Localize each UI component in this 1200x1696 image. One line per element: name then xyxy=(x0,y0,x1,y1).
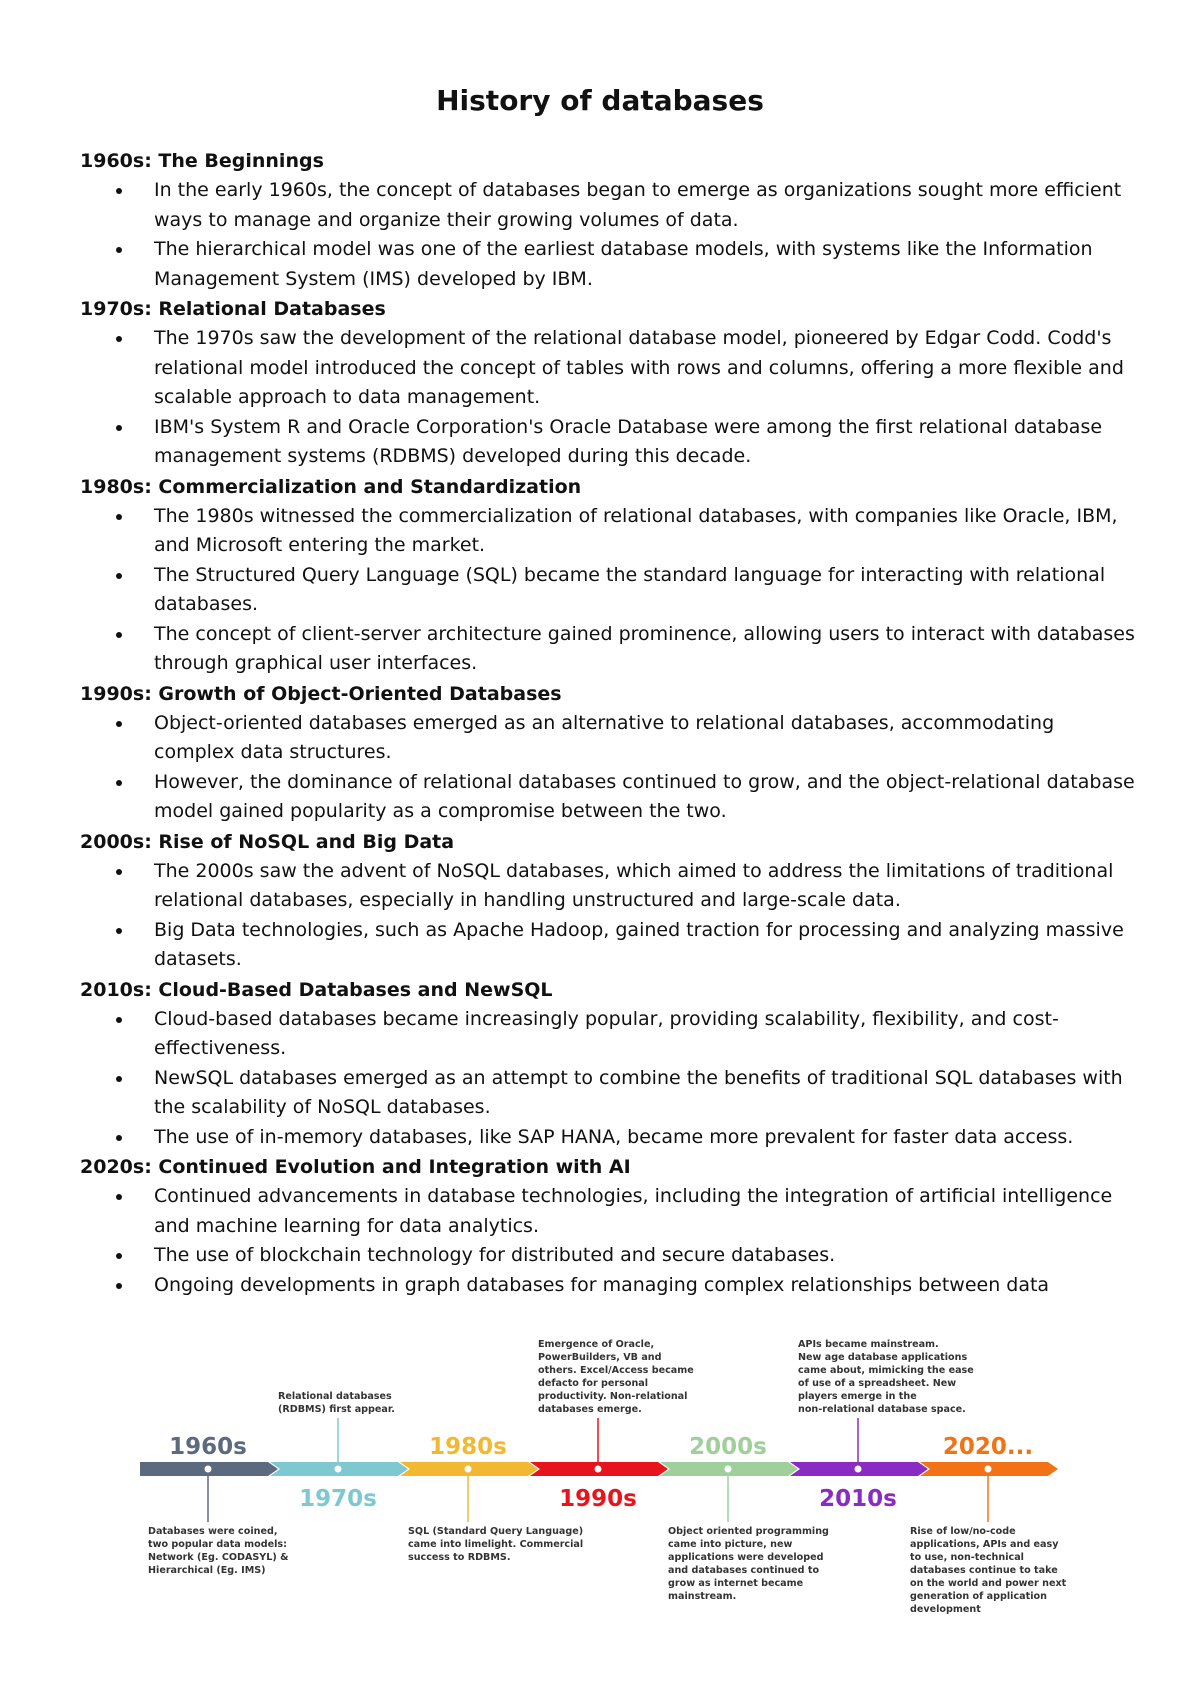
bullet-item xyxy=(80,1241,1140,1271)
bullet-text: Continued advancements in database technologies, including the integration of artificial intelligence and machine learning for data analytics. xyxy=(154,1185,1113,1237)
era-note-line: APIs became mainstream. xyxy=(798,1339,939,1350)
era-note-line: came into limelight. Commercial xyxy=(408,1539,584,1550)
era-note-line: others. Excel/Access became xyxy=(538,1365,694,1376)
era-note-line: came into picture, new xyxy=(668,1539,793,1550)
era-note-line: success to RDBMS. xyxy=(408,1552,511,1563)
era-note-line: SQL (Standard Query Language) xyxy=(408,1526,584,1537)
era-label: 1980s xyxy=(429,1434,507,1460)
bullet-item xyxy=(80,1064,1140,1123)
bullet-item xyxy=(80,857,1140,916)
timeline-marker xyxy=(855,1466,862,1473)
section-heading: 1960s: The Beginnings xyxy=(80,150,324,172)
bullet-item xyxy=(80,235,1140,294)
timeline-marker xyxy=(205,1466,212,1473)
bullet-item xyxy=(80,620,1140,679)
section-heading: 2000s: Rise of NoSQL and Big Data xyxy=(80,830,455,853)
bullet-dot-icon xyxy=(116,573,122,579)
era-note-line: came about, mimicking the ease xyxy=(798,1365,974,1376)
era-label: 1990s xyxy=(559,1486,637,1512)
bullet-list xyxy=(80,709,1140,827)
bullet-list xyxy=(80,857,1140,975)
bullet-item xyxy=(80,1005,1140,1064)
bullet-text: NewSQL databases emerged as an attempt to combine the benefits of traditional SQL databases with the scalability of NoSQL databases. xyxy=(154,1066,1123,1118)
era-note-line: applications were developed xyxy=(668,1552,824,1563)
document-body xyxy=(80,146,1140,1300)
bullet-item xyxy=(80,324,1140,413)
page-title: History of databases xyxy=(436,84,764,117)
timeline-marker xyxy=(335,1466,342,1473)
era-note-line: Relational databases xyxy=(278,1391,392,1402)
bullet-dot-icon xyxy=(116,1135,122,1141)
bullet-text: However, the dominance of relational databases continued to grow, and the object-relational database model gained popularity as a compromise between the two. xyxy=(154,770,1135,822)
timeline-marker xyxy=(985,1466,992,1473)
bullet-text: Object-oriented databases emerged as an alternative to relational databases, accommodating complex data structures. xyxy=(154,711,1055,763)
era-note-line: databases emerge. xyxy=(538,1404,642,1415)
era-note-line: development xyxy=(910,1604,981,1615)
bullet-item xyxy=(80,1123,1140,1153)
era-note-line: Databases were coined, xyxy=(148,1526,278,1537)
bullet-text: In the early 1960s, the concept of databases began to emerge as organizations sought more efficient ways to manage and organize their growing volumes of data. xyxy=(154,179,1122,231)
bullet-item xyxy=(80,176,1140,235)
era-note-line: on the world and power next xyxy=(910,1578,1067,1589)
era-note-line: and databases continued to xyxy=(668,1565,820,1576)
bullet-item xyxy=(80,502,1140,561)
era-note-line: grow as internet became xyxy=(668,1578,804,1589)
bullet-list xyxy=(80,1182,1140,1300)
section-heading: 1990s: Growth of Object-Oriented Databases xyxy=(80,682,562,705)
bullet-text: Ongoing developments in graph databases for managing complex relationships between data xyxy=(154,1273,1050,1296)
timeline-figure xyxy=(140,1328,1070,1628)
bullet-dot-icon xyxy=(116,1017,122,1023)
era-note-line: Object oriented programming xyxy=(668,1526,829,1537)
timeline-marker xyxy=(595,1466,602,1473)
bullet-dot-icon xyxy=(116,632,122,638)
bullet-list xyxy=(80,502,1140,679)
era-note-line: players emerge in the xyxy=(798,1391,917,1402)
bullet-item xyxy=(80,916,1140,975)
bullet-list xyxy=(80,176,1140,294)
bullet-item xyxy=(80,561,1140,620)
era-note-line: databases continue to take xyxy=(910,1565,1058,1576)
era-note-line: Emergence of Oracle, xyxy=(538,1339,655,1350)
era-label: 1970s xyxy=(299,1486,377,1512)
section-heading: 2020s: Continued Evolution and Integration with AI xyxy=(80,1156,631,1178)
bullet-dot-icon xyxy=(116,780,122,786)
bullet-text: The use of in-memory databases, like SAP HANA, became more prevalent for faster data access. xyxy=(154,1125,1074,1148)
database-history-timeline xyxy=(140,1328,1070,1628)
bullet-item xyxy=(80,709,1140,768)
bullet-dot-icon xyxy=(116,1283,122,1289)
bullet-list xyxy=(80,324,1140,472)
bullet-item xyxy=(80,1182,1140,1241)
era-note-line: Rise of low/no-code xyxy=(910,1526,1016,1537)
bullet-dot-icon xyxy=(116,1076,122,1082)
era-label: 2020... xyxy=(942,1434,1034,1460)
bullet-text: Cloud-based databases became increasingly popular, providing scalability, flexibility, and cost-effectiveness. xyxy=(154,1007,1059,1059)
bullet-item xyxy=(80,413,1140,472)
bullet-dot-icon xyxy=(116,188,122,194)
era-label: 1960s xyxy=(169,1434,247,1460)
bullet-text: Big Data technologies, such as Apache Hadoop, gained traction for processing and analyzing massive datasets. xyxy=(154,918,1124,970)
section-heading: 1980s: Commercialization and Standardization xyxy=(80,475,582,498)
era-note-line: Hierarchical (Eg. IMS) xyxy=(148,1565,266,1576)
bullet-dot-icon xyxy=(116,425,122,431)
bullet-text: The use of blockchain technology for distributed and secure databases. xyxy=(154,1244,836,1266)
era-note-line: productivity. Non-relational xyxy=(538,1391,688,1402)
bullet-text: The 1970s saw the development of the relational database model, pioneered by Edgar Codd. Codd's relational model introduced the concept of tables with rows and columns, offering a more flexible and scalable approach to data management. xyxy=(154,327,1124,408)
era-note-line: to use, non-technical xyxy=(910,1552,1024,1563)
era-note-line: Network (Eg. CODASYL) & xyxy=(148,1552,289,1563)
era-note-line: non-relational database space. xyxy=(798,1404,966,1415)
bullet-dot-icon xyxy=(116,1253,122,1259)
bullet-dot-icon xyxy=(116,336,122,342)
bullet-item xyxy=(80,1271,1140,1301)
bullet-dot-icon xyxy=(116,928,122,934)
era-note-line: defacto for personal xyxy=(538,1378,649,1389)
bullet-text: IBM's System R and Oracle Corporation's Oracle Database were among the first relational database management systems (RDBMS) developed during this decade. xyxy=(154,415,1103,467)
section-heading: 2010s: Cloud-Based Databases and NewSQL xyxy=(80,978,553,1001)
bullet-text: The concept of client-server architecture gained prominence, allowing users to interact with databases through graphical user interfaces. xyxy=(154,622,1135,674)
era-note-line: PowerBuilders, VB and xyxy=(538,1352,662,1363)
timeline-marker xyxy=(725,1466,732,1473)
bullet-text: The Structured Query Language (SQL) became the standard language for interacting with relational databases. xyxy=(154,563,1106,615)
era-label: 2010s xyxy=(819,1486,897,1512)
bullet-list xyxy=(80,1005,1140,1153)
bullet-dot-icon xyxy=(116,247,122,253)
bullet-dot-icon xyxy=(116,721,122,727)
era-note-line: New age database applications xyxy=(798,1352,968,1363)
era-note-line: of use of a spreadsheet. New xyxy=(798,1378,957,1389)
bullet-item xyxy=(80,768,1140,827)
era-note-line: mainstream. xyxy=(668,1591,737,1602)
era-label: 2000s xyxy=(689,1434,767,1460)
bullet-dot-icon xyxy=(116,869,122,875)
era-note-line: applications, APIs and easy xyxy=(910,1539,1059,1550)
bullet-text: The 2000s saw the advent of NoSQL databases, which aimed to address the limitations of traditional relational databases, especially in handling unstructured and large-scale data. xyxy=(154,859,1114,911)
section-heading: 1970s: Relational Databases xyxy=(80,298,386,320)
bullet-dot-icon xyxy=(116,514,122,520)
bullet-dot-icon xyxy=(116,1194,122,1200)
era-note-line: two popular data models: xyxy=(148,1539,287,1550)
bullet-text: The hierarchical model was one of the earliest database models, with systems like the Information Management System (IMS) developed by IBM. xyxy=(154,238,1093,290)
timeline-marker xyxy=(465,1466,472,1473)
bullet-text: The 1980s witnessed the commercialization of relational databases, with companies like Oracle, IBM, and Microsoft entering the market. xyxy=(154,504,1118,556)
era-note-line: generation of application xyxy=(910,1591,1047,1602)
era-note-line: (RDBMS) first appear. xyxy=(278,1404,395,1415)
